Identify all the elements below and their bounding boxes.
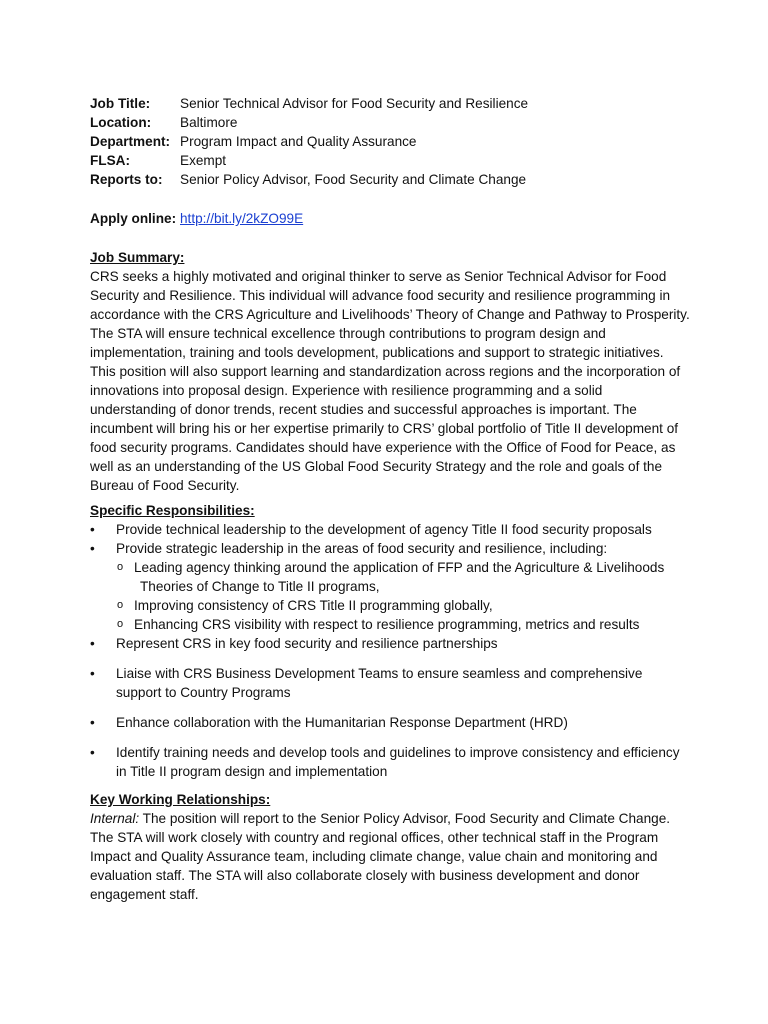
responsibility-text: Provide strategic leadership in the areas of food security and resilience, including: [116, 541, 608, 556]
responsibility-text: Identify training needs and develop tools and guidelines to improve consistency and efficiency in Title II program design and implementation [116, 745, 680, 779]
department-row [90, 132, 690, 151]
sub-bullet-glyph: o [117, 618, 124, 630]
location-row [90, 113, 690, 132]
job-summary-text: CRS seeks a highly motivated and original thinker to serve as Senior Technical Advisor for Food Security and Resilience. This individual will advance food security and resilience programming in accordance with the CRS Agriculture and Livelihoods’ Theory of Change and Pathway to Prosperity. The STA will ensure technical excellence through contributions to program design and implementation, training and tools development, publications and support to strategic initiatives. This position will also support learning and standardization across regions and the incorporation of innovations into proposal design. Experience with resilience programming and a solid understanding of donor trends, recent studies and successful approaches is important. The incumbent will bring his or her expertise primarily to CRS’ global portfolio of Title II development of food security programs. Candidates should have experience with the Office of Food for Peace, as well as an understanding of the US Global Food Security Strategy and the role and goals of the Bureau of Food Security. [90, 269, 690, 493]
list-item [90, 664, 690, 702]
bullet-glyph: • [90, 745, 95, 760]
internal-label: Internal: [90, 811, 140, 826]
responsibilities-heading: Specific Responsibilities: [90, 503, 255, 518]
sub-item-text: Enhancing CRS visibility with respect to resilience programming, metrics and results [134, 617, 640, 632]
list-item [90, 596, 690, 615]
responsibility-text: Liaise with CRS Business Development Teams to ensure seamless and comprehensive support to Country Programs [116, 666, 643, 700]
bullet-glyph: • [90, 522, 95, 537]
flsa-label: FLSA: [90, 153, 131, 168]
sub-item-text-continued: Theories of Change to Title II programs, [140, 579, 380, 594]
bullet-glyph: • [90, 541, 95, 556]
job-title-value: Senior Technical Advisor for Food Security and Resilience [180, 96, 529, 111]
list-item [90, 615, 690, 634]
list-item [90, 634, 690, 653]
strategic-leadership-sublist [90, 558, 690, 634]
bullet-glyph: • [90, 636, 95, 651]
apply-online-label: Apply online: [90, 211, 177, 226]
bullet-glyph: • [90, 666, 95, 681]
responsibilities-list [90, 520, 690, 558]
reports-to-row [90, 170, 690, 189]
reports-to-value: Senior Policy Advisor, Food Security and Climate Change [180, 172, 527, 187]
list-item [90, 520, 690, 539]
sub-bullet-glyph: o [117, 599, 124, 611]
apply-online-row [90, 209, 690, 228]
list-item [90, 558, 690, 596]
internal-text: The position will report to the Senior Policy Advisor, Food Security and Climate Change. The STA will work closely with country and regional offices, other technical staff in the Program Impact and Quality Assurance team, including climate change, value chain and monitoring and evaluation staff. The STA will also collaborate closely with business development and donor engagement staff. [90, 811, 671, 902]
job-title-label: Job Title: [90, 96, 151, 111]
responsibilities-list-continued [90, 634, 690, 781]
list-item [90, 713, 690, 732]
responsibility-text: Provide technical leadership to the development of agency Title II food security proposals [116, 522, 652, 537]
apply-online-link[interactable]: http://bit.ly/2kZO99E [180, 211, 304, 226]
flsa-row [90, 151, 690, 170]
job-title-row [90, 94, 690, 113]
sub-item-text: Leading agency thinking around the application of FFP and the Agriculture & Livelihoods [134, 560, 665, 575]
location-value: Baltimore [180, 115, 238, 130]
key-relationships-heading: Key Working Relationships: [90, 792, 271, 807]
job-summary-heading: Job Summary: [90, 250, 185, 265]
sub-bullet-glyph: o [117, 561, 124, 573]
bullet-glyph: • [90, 715, 95, 730]
internal-relationships-text [90, 809, 690, 904]
responsibility-text: Represent CRS in key food security and resilience partnerships [116, 636, 498, 651]
department-label: Department: [90, 134, 171, 149]
document-content [90, 94, 690, 904]
job-metadata [90, 94, 690, 189]
responsibility-text: Enhance collaboration with the Humanitarian Response Department (HRD) [116, 715, 568, 730]
list-item [90, 743, 690, 781]
sub-item-text: Improving consistency of CRS Title II programming globally, [134, 598, 493, 613]
list-item [90, 539, 690, 558]
reports-to-label: Reports to: [90, 172, 163, 187]
department-value: Program Impact and Quality Assurance [180, 134, 417, 149]
flsa-value: Exempt [180, 153, 227, 168]
location-label: Location: [90, 115, 152, 130]
